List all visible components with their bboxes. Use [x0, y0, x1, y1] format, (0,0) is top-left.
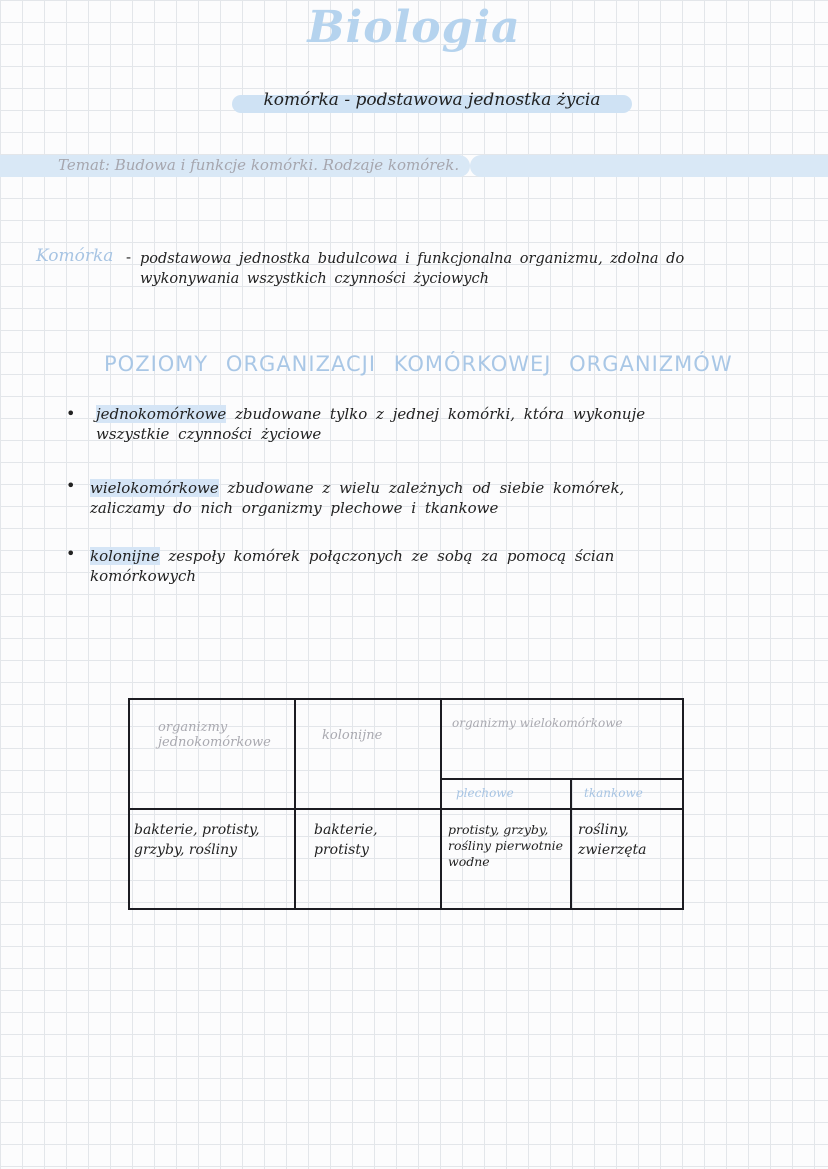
lesson-topic: Temat: Budowa i funkcje komórki. Rodzaje komórek.: [58, 156, 460, 174]
table-cell: [295, 809, 441, 909]
list-item-term: wielokomórkowe: [90, 479, 219, 497]
cell-unicellular-examples: bakterie, protisty, grzyby, rośliny: [134, 822, 260, 858]
list-item: [96, 404, 696, 444]
list-item: [90, 546, 690, 586]
cell-colonial-examples: bakterie, protisty: [314, 822, 378, 858]
cell-tissue-examples: rośliny, zwierzęta: [578, 822, 647, 858]
list-item-term: kolonijne: [90, 547, 160, 565]
list-item: [90, 478, 690, 518]
page-title: Biologia: [307, 2, 521, 53]
header-cell-multicellular: [441, 699, 683, 779]
subheader-cell-thallus: [441, 779, 571, 809]
header-multicellular: organizmy wielokomórkowe: [452, 716, 623, 730]
header-cell-colonial: [295, 699, 441, 809]
list-item-text: zespoły komórek połączonych ze sobą za pomocą ścian komórkowych: [90, 547, 615, 585]
subheader-tissue: tkankowe: [584, 786, 643, 800]
subheader-cell-tissue: [571, 779, 683, 809]
bullet-marker: •: [66, 404, 76, 423]
organisms-table: [128, 698, 684, 910]
table-cell: [441, 809, 571, 909]
definition-term: Komórka: [36, 246, 114, 266]
list-item-text: zbudowane z wielu zależnych od siebie komórek, zaliczamy do nich organizmy plechowe i tkankowe: [90, 479, 625, 517]
header-colonial: kolonijne: [322, 728, 383, 743]
bullet-marker: •: [66, 476, 76, 495]
definition-text: podstawowa jednostka budulcowa i funkcjonalna organizmu, zdolna do wykonywania wszystkich czynności życiowych: [140, 251, 685, 287]
list-item-text: zbudowane tylko z jednej komórki, która wykonuje wszystkie czynności życiowe: [96, 405, 646, 443]
table-cell: [571, 809, 683, 909]
header-cell-unicellular: [129, 699, 295, 809]
topic-highlight-right: [470, 155, 828, 177]
section-heading: POZIOMY ORGANIZACJI KOMÓRKOWEJ ORGANIZMÓW: [104, 352, 733, 376]
page-subtitle: komórka - podstawowa jednostka życia: [263, 90, 601, 110]
header-unicellular: organizmy jednokomórkowe: [158, 720, 271, 750]
subheader-thallus: plechowe: [456, 786, 514, 800]
definition-dash: -: [126, 248, 132, 266]
bullet-marker: •: [66, 544, 76, 563]
table-cell: [129, 809, 295, 909]
cell-thallus-examples: protisty, grzyby, rośliny pierwotnie wodne: [448, 822, 564, 869]
list-item-term: jednokomórkowe: [96, 405, 227, 423]
